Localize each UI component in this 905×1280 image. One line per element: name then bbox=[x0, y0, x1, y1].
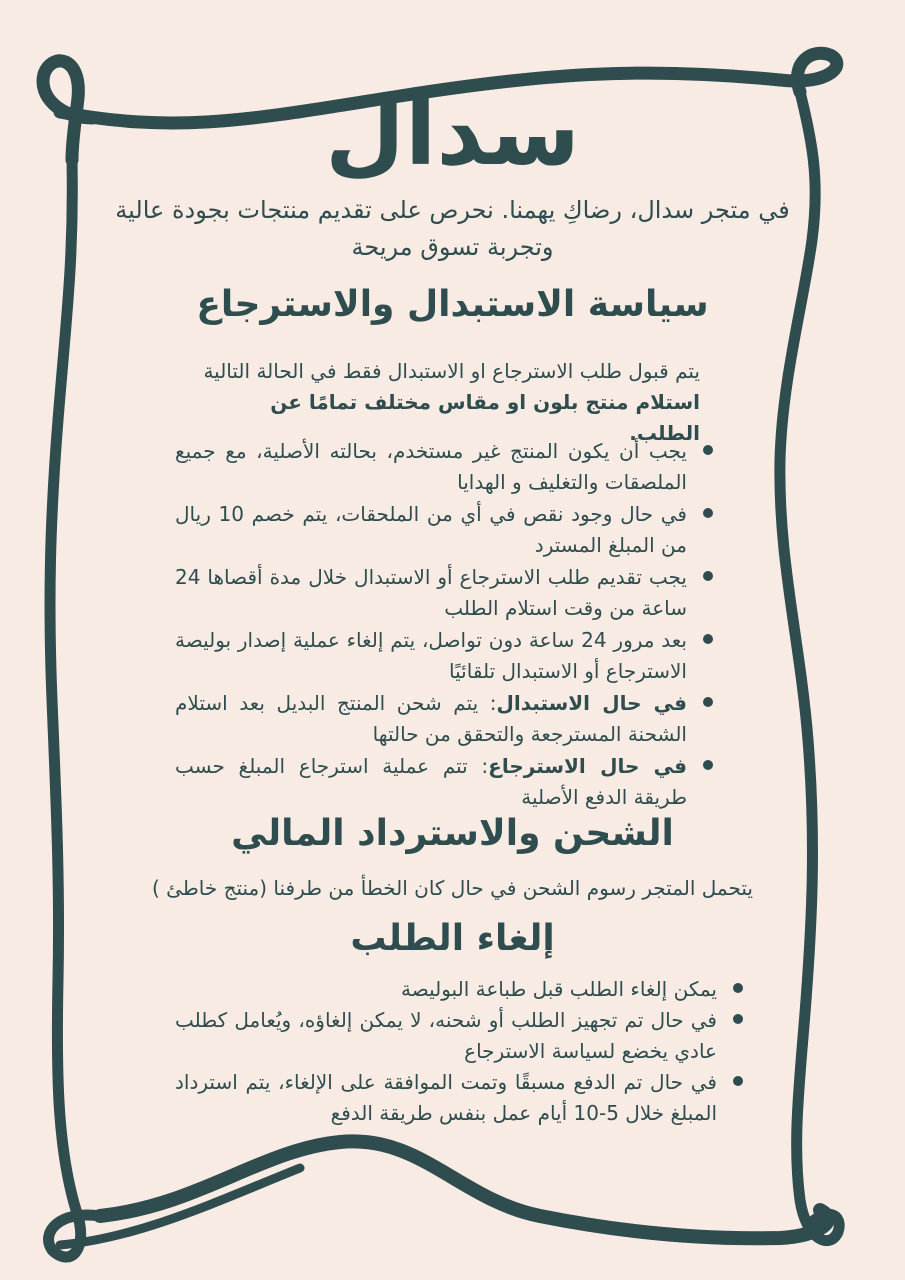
intro-text bbox=[95, 192, 810, 266]
cancellation-title: إلغاء الطلب bbox=[350, 918, 555, 959]
bullet-icon bbox=[733, 1014, 743, 1024]
bullet-icon bbox=[733, 983, 743, 993]
exchange-label: في حال الاستبدال bbox=[496, 691, 688, 715]
intro-line: في متجر سدال، رضاكِ يهمنا. نحرص على تقديم منتجات بجودة عالية bbox=[115, 196, 790, 224]
brand-logo: سدال bbox=[325, 79, 580, 186]
cancellation-list bbox=[175, 974, 745, 1129]
list-item: يجب تقديم طلب الاسترجاع أو الاستبدال خلال مدة أقصاها 24 ساعة من وقت استلام الطلب bbox=[175, 562, 715, 624]
list-item: في حال الاسترجاع: تتم عملية استرجاع المبلغ حسب طريقة الدفع الأصلية bbox=[175, 751, 715, 813]
return-policy-list bbox=[175, 436, 715, 814]
bullet-icon bbox=[703, 445, 713, 455]
list-item: يجب أن يكون المنتج غير مستخدم، بحالته الأصلية، مع جميع الملصقات والتغليف و الهدايا bbox=[175, 436, 715, 498]
return-policy-title: سياسة الاستبدال والاسترجاع bbox=[196, 284, 709, 325]
bullet-icon bbox=[703, 508, 713, 518]
bullet-icon bbox=[703, 634, 713, 644]
bullet-icon bbox=[703, 571, 713, 581]
condition-text: يتم قبول طلب الاسترجاع او الاستبدال فقط في الحالة التالية bbox=[203, 359, 700, 383]
list-item: في حال تم الدفع مسبقًا وتمت الموافقة على الإلغاء، يتم استرداد المبلغ خلال 5-10 أيام عمل بنفس طريقة الدفع bbox=[175, 1067, 745, 1129]
refund-label: في حال الاسترجاع bbox=[488, 754, 687, 778]
bullet-icon bbox=[703, 760, 713, 770]
shipping-text: يتحمل المتجر رسوم الشحن في حال كان الخطأ من طرفنا (منتج خاطئ ) bbox=[152, 876, 753, 900]
list-item: بعد مرور 24 ساعة دون تواصل، يتم إلغاء عملية إصدار بوليصة الاسترجاع أو الاستبدال تلقائيًا bbox=[175, 625, 715, 687]
condition-detail: استلام منتج بلون او مقاس مختلف تمامًا عن الطلب. bbox=[270, 390, 700, 445]
list-item: يمكن إلغاء الطلب قبل طباعة البوليصة bbox=[175, 974, 745, 1005]
list-item: في حال وجود نقص في أي من الملحقات، يتم خصم 10 ريال من المبلغ المسترد bbox=[175, 499, 715, 561]
intro-line: وتجربة تسوق مريحة bbox=[351, 233, 554, 261]
list-item: في حال الاستبدال: يتم شحن المنتج البديل بعد استلام الشحنة المسترجعة والتحقق من حالتها bbox=[175, 688, 715, 750]
bullet-icon bbox=[733, 1076, 743, 1086]
list-item: في حال تم تجهيز الطلب أو شحنه، لا يمكن إلغاؤه، ويُعامل كطلب عادي يخضع لسياسة الاسترجاع bbox=[175, 1005, 745, 1067]
shipping-title: الشحن والاسترداد المالي bbox=[231, 813, 674, 854]
bullet-icon bbox=[703, 697, 713, 707]
